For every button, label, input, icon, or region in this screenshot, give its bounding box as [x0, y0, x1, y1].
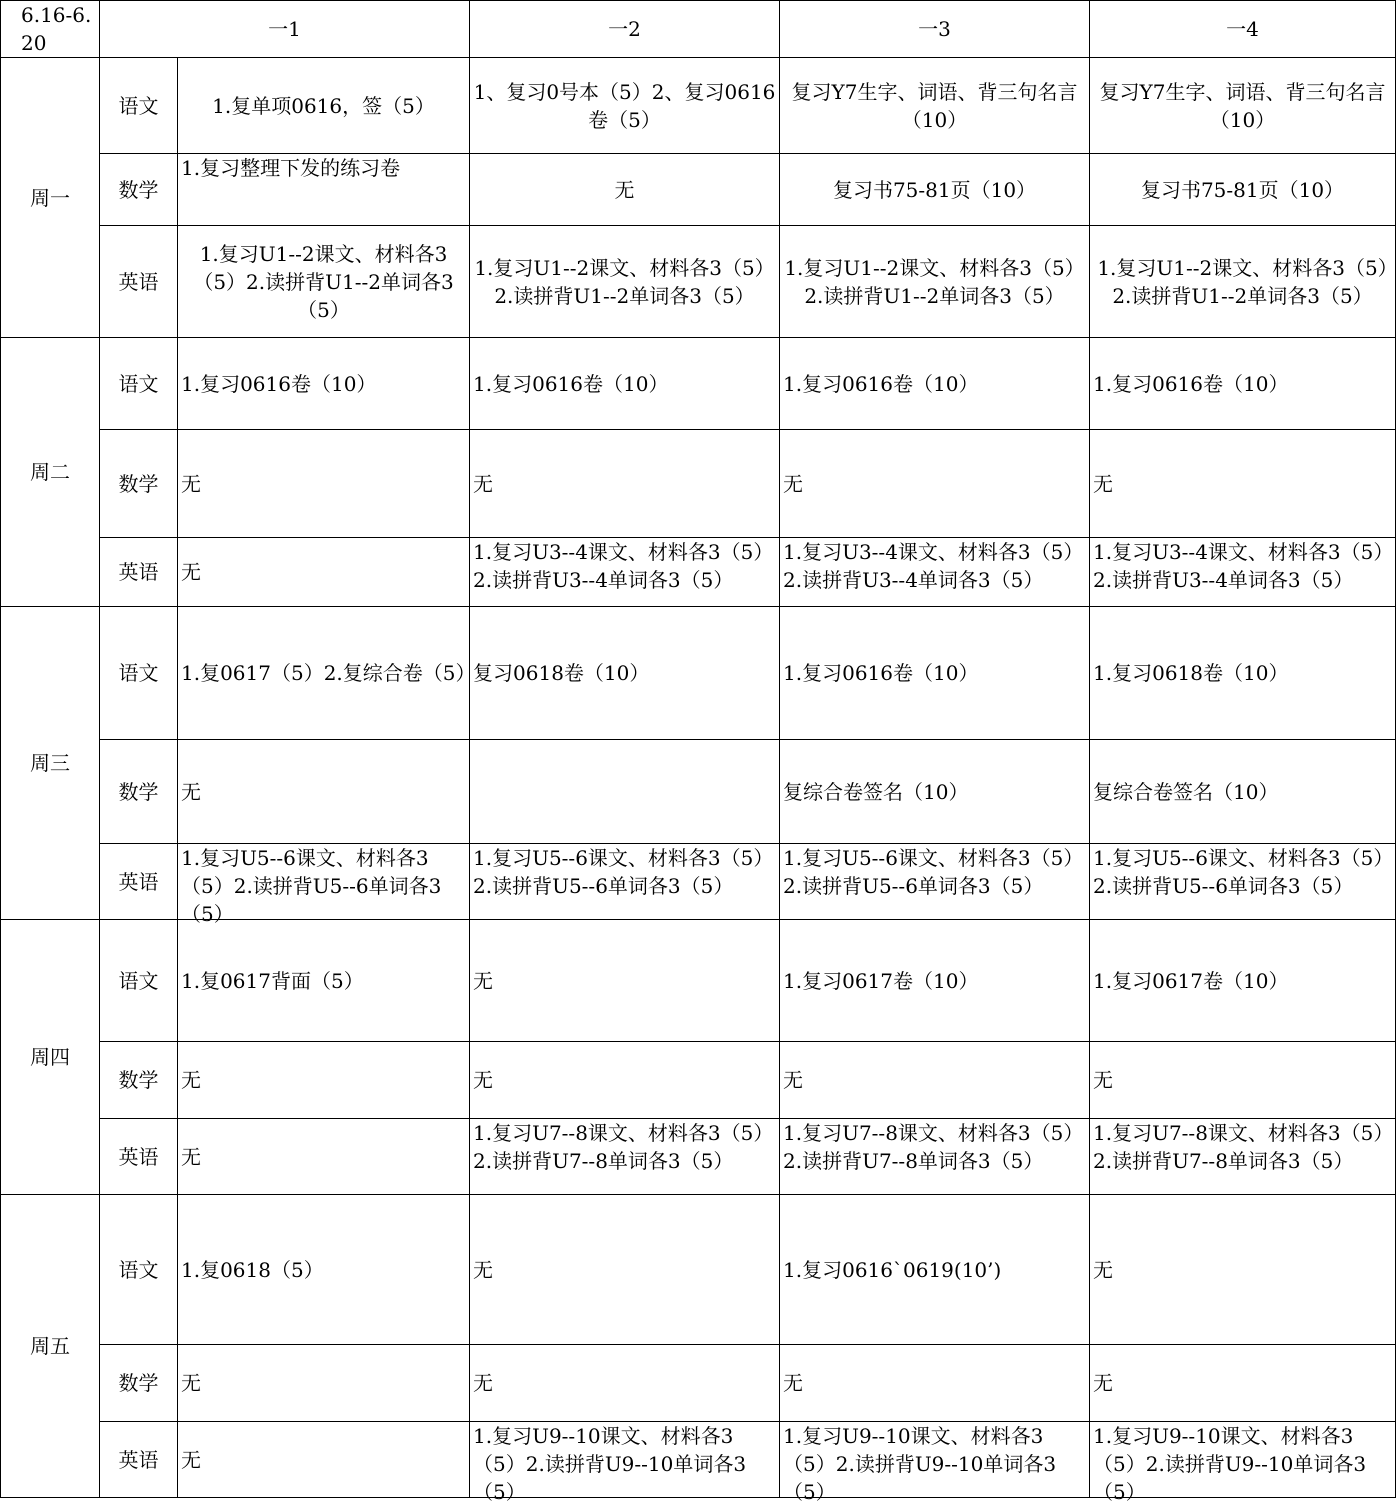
subject-label-english: 英语 [100, 844, 178, 920]
assignment-cell: 1.复习U1--2课文、材料各3（5）2.读拼背U1--2单词各3（5） [780, 226, 1090, 338]
assignment-text: 1.复习U3--4课文、材料各3（5）2.读拼背U3--4单词各3（5） [473, 540, 774, 592]
assignment-text: 1.复习U5--6课文、材料各3（5）2.读拼背U5--6单词各3（5） [783, 846, 1084, 898]
schedule-row [1, 607, 1396, 740]
subject-label-english: 英语 [100, 538, 178, 607]
assignment-cell: 无 [1090, 430, 1396, 538]
assignment-cell: 复综合卷签名（10） [780, 740, 1090, 844]
assignment-cell [470, 538, 780, 607]
assignment-cell [470, 844, 780, 920]
assignment-cell: 无 [470, 1345, 780, 1422]
subject-label-math: 数学 [100, 740, 178, 844]
schedule-row [1, 740, 1396, 844]
schedule-row [1, 1042, 1396, 1119]
assignment-cell: 无 [1090, 1345, 1396, 1422]
assignment-cell: 无 [178, 740, 470, 844]
subject-label-chinese: 语文 [100, 338, 178, 430]
assignment-cell: 无 [780, 1042, 1090, 1119]
schedule-body [1, 1, 1396, 1504]
day-label: 周三 [1, 607, 100, 920]
assignment-cell: 1.复习0616卷（10） [470, 338, 780, 430]
assignment-cell: 无 [178, 1422, 470, 1498]
assignment-cell: 1.复习0616卷（10） [780, 338, 1090, 430]
date-range-cell: 6.16-6.20 [1, 1, 100, 58]
class-header-4: 一4 [1090, 1, 1396, 58]
assignment-cell: 1.复习0616卷（10） [780, 607, 1090, 740]
assignment-cell [780, 844, 1090, 920]
schedule-row [1, 1345, 1396, 1422]
subject-label-english: 英语 [100, 1119, 178, 1195]
assignment-cell: 1.复习U1--2课文、材料各3（5）2.读拼背U1--2单词各3（5） [470, 226, 780, 338]
subject-label-english: 英语 [100, 1422, 178, 1498]
schedule-row [1, 430, 1396, 538]
assignment-cell: 无 [470, 1195, 780, 1345]
schedule-row [1, 58, 1396, 154]
assignment-cell: 1.复习0616卷（10） [1090, 338, 1396, 430]
assignment-cell: 无 [178, 1042, 470, 1119]
assignment-cell [178, 844, 470, 926]
assignment-cell: 复习Y7生字、词语、背三句名言（10） [1090, 58, 1396, 154]
subject-label-chinese: 语文 [100, 58, 178, 154]
assignment-cell: 复习Y7生字、词语、背三句名言（10） [780, 58, 1090, 154]
schedule-row [1, 226, 1396, 338]
assignment-cell: 1.复0617背面（5） [178, 920, 470, 1042]
subject-label-english: 英语 [100, 226, 178, 338]
assignment-cell: 1.复习0617卷（10） [1090, 920, 1396, 1042]
schedule-row [1, 920, 1396, 1042]
subject-label-math: 数学 [100, 154, 178, 226]
assignment-text: 1.复习U3--4课文、材料各3（5）2.读拼背U3--4单词各3（5） [783, 540, 1084, 592]
assignment-cell: 复习书75-81页（10） [1090, 154, 1396, 226]
class-header-3: 一3 [780, 1, 1090, 58]
assignment-cell: 1.复习U1--2课文、材料各3（5）2.读拼背U1--2单词各3（5） [178, 226, 470, 338]
class-header-1: 一1 [100, 1, 470, 58]
schedule-row [1, 1422, 1396, 1498]
assignment-text: 1.复习U5--6课文、材料各3（5）2.读拼背U5--6单词各3（5） [1093, 846, 1384, 898]
subject-label-chinese: 语文 [100, 607, 178, 740]
header-row [1, 1, 1396, 58]
assignment-cell [1090, 844, 1396, 920]
assignment-text: 1.复习U7--8课文、材料各3（5）2.读拼背U7--8单词各3（5） [783, 1121, 1084, 1173]
assignment-text: 1.复习U5--6课文、材料各3（5）2.读拼背U5--6单词各3（5） [181, 846, 442, 926]
schedule-row [1, 338, 1396, 430]
assignment-cell [470, 1119, 780, 1195]
assignment-cell: 无 [780, 1345, 1090, 1422]
assignment-cell [470, 1422, 780, 1504]
schedule-row [1, 1119, 1396, 1195]
assignment-cell: 1.复习0617卷（10） [780, 920, 1090, 1042]
assignment-cell: 1.复0618（5） [178, 1195, 470, 1345]
assignment-text: 1.复习U5--6课文、材料各3（5）2.读拼背U5--6单词各3（5） [473, 846, 774, 898]
assignment-cell: 无 [178, 1345, 470, 1422]
assignment-cell: 1.复习0618卷（10） [1090, 607, 1396, 740]
subject-label-math: 数学 [100, 1345, 178, 1422]
assignment-cell: 无 [178, 538, 470, 607]
subject-label-math: 数学 [100, 430, 178, 538]
assignment-cell: 1.复单项0616，签（5） [178, 58, 470, 154]
assignment-cell: 无 [1090, 1195, 1396, 1345]
assignment-cell [1090, 1119, 1396, 1195]
assignment-cell: 无 [470, 920, 780, 1042]
assignment-text: 1.复习U9--10课文、材料各3（5）2.读拼背U9--10单词各3（5） [1093, 1424, 1367, 1504]
assignment-text: 1.复习U9--10课文、材料各3（5）2.读拼背U9--10单词各3（5） [783, 1424, 1057, 1504]
assignment-cell: 无 [470, 154, 780, 226]
assignment-cell: 1.复习0616卷（10） [178, 338, 470, 430]
assignment-cell: 无 [780, 430, 1090, 538]
assignment-cell [470, 740, 780, 844]
schedule-row [1, 844, 1396, 920]
assignment-cell: 1.复0617（5）2.复综合卷（5） [178, 607, 470, 740]
assignment-cell: 复综合卷签名（10） [1090, 740, 1396, 844]
class-header-2: 一2 [470, 1, 780, 58]
assignment-cell [1090, 1422, 1396, 1504]
subject-label-chinese: 语文 [100, 1195, 178, 1345]
assignment-cell: 1.复习整理下发的练习卷 [178, 154, 470, 226]
day-label: 周二 [1, 338, 100, 607]
assignment-cell [780, 1119, 1090, 1195]
assignment-cell [780, 1422, 1090, 1504]
assignment-cell [780, 538, 1090, 607]
assignment-cell: 1、复习0号本（5）2、复习0616卷（5） [470, 58, 780, 154]
schedule-row [1, 1195, 1396, 1345]
subject-label-math: 数学 [100, 1042, 178, 1119]
assignment-cell: 复习书75-81页（10） [780, 154, 1090, 226]
day-label: 周四 [1, 920, 100, 1195]
assignment-text: 1.复习U7--8课文、材料各3（5）2.读拼背U7--8单词各3（5） [473, 1121, 774, 1173]
assignment-cell: 无 [178, 430, 470, 538]
assignment-cell: 1.复习U1--2课文、材料各3（5）2.读拼背U1--2单词各3（5） [1090, 226, 1396, 338]
assignment-cell: 无 [470, 430, 780, 538]
assignment-text: 1.复习U3--4课文、材料各3（5）2.读拼背U3--4单词各3（5） [1093, 540, 1384, 592]
schedule-row [1, 538, 1396, 607]
assignment-cell: 复习0618卷（10） [470, 607, 780, 740]
assignment-cell: 无 [178, 1119, 470, 1195]
assignment-cell: 无 [470, 1042, 780, 1119]
assignment-text: 1.复习U9--10课文、材料各3（5）2.读拼背U9--10单词各3（5） [473, 1424, 747, 1504]
assignment-cell: 无 [1090, 1042, 1396, 1119]
day-label: 周一 [1, 58, 100, 338]
schedule-row [1, 154, 1396, 226]
day-label: 周五 [1, 1195, 100, 1498]
subject-label-chinese: 语文 [100, 920, 178, 1042]
assignment-cell: 1.复习0616`0619(10’) [780, 1195, 1090, 1345]
assignment-text: 1.复习U7--8课文、材料各3（5）2.读拼背U7--8单词各3（5） [1093, 1121, 1384, 1173]
assignment-cell [1090, 538, 1396, 607]
